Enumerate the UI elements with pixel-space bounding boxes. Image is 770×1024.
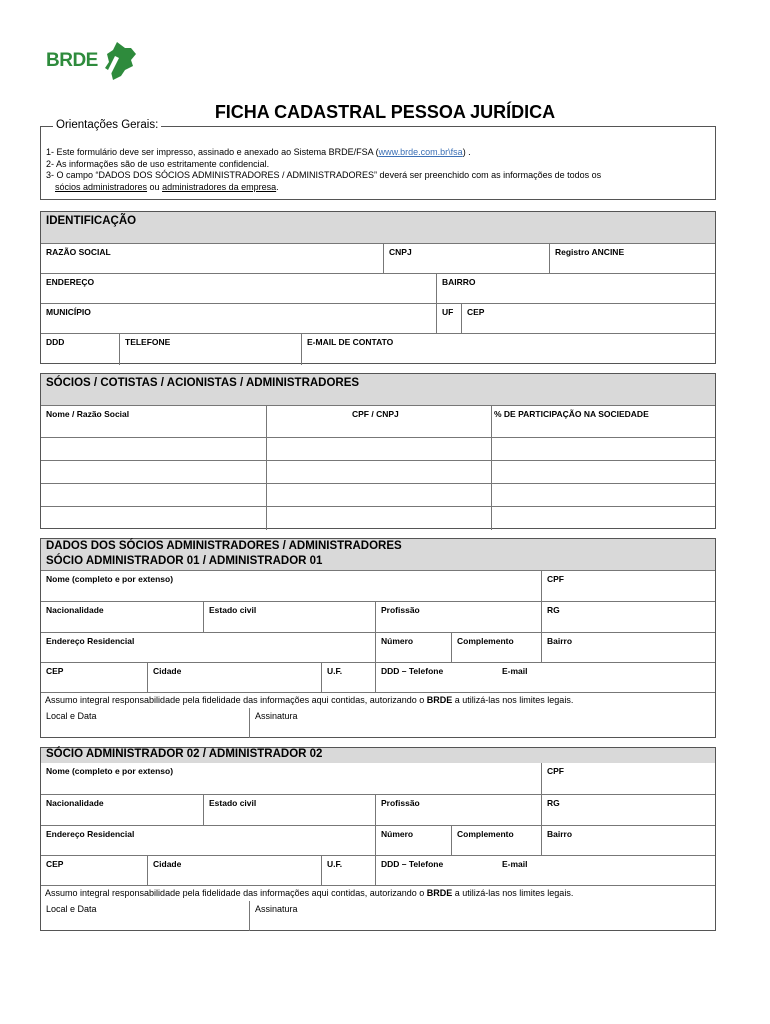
col-nome bbox=[41, 406, 266, 437]
orient-line-3: 3- O campo “DADOS DOS SÓCIOS ADMINISTRADORES / ADMINISTRADORES” deverá ser preenchido com as informações de todos os bbox=[46, 170, 602, 180]
municipio-label: MUNICÍPIO bbox=[46, 307, 91, 317]
endereco-label: ENDEREÇO bbox=[46, 277, 95, 287]
orient-line-4 bbox=[46, 182, 707, 194]
registro-ancine-field[interactable] bbox=[549, 244, 715, 273]
s1-local-data-label: Local e Data bbox=[46, 711, 97, 721]
telefone-field[interactable] bbox=[119, 334, 301, 365]
bairro-label: BAIRRO bbox=[442, 277, 476, 287]
fsa-link[interactable]: www.brde.com.br\fsa bbox=[378, 147, 463, 157]
s1-nome-field[interactable] bbox=[41, 571, 541, 602]
socio-participacao-cell[interactable] bbox=[491, 438, 715, 461]
col-cpf-label: CPF / CNPJ bbox=[352, 409, 399, 419]
s1-bairro-label: Bairro bbox=[547, 636, 573, 646]
s2-cpf-field[interactable] bbox=[541, 763, 715, 794]
socios-row[interactable] bbox=[41, 437, 715, 461]
s2-nome-field[interactable] bbox=[41, 763, 541, 794]
s2-endereco-label: Endereço Residencial bbox=[46, 829, 135, 839]
orient-adm-empresa: administradores da empresa bbox=[162, 181, 277, 192]
orient-ou: ou bbox=[147, 181, 163, 192]
s2-decl-text-c: a utilizá-las nos limites legais. bbox=[452, 888, 574, 898]
registro-ancine-label: Registro ANCINE bbox=[555, 247, 625, 257]
s2-estado-civil-label: Estado civil bbox=[209, 798, 257, 808]
municipio-field[interactable] bbox=[41, 304, 436, 334]
s2-email-field[interactable] bbox=[497, 856, 715, 886]
s2-decl-brde: BRDE bbox=[426, 888, 453, 898]
uf-field[interactable] bbox=[436, 304, 461, 334]
col-cpf bbox=[266, 406, 491, 437]
email-contato-field[interactable] bbox=[301, 334, 715, 365]
s1-bairro-field[interactable] bbox=[541, 633, 715, 663]
s1-decl-text-c: a utilizá-las nos limites legais. bbox=[452, 695, 574, 705]
dados-socios-header: DADOS DOS SÓCIOS ADMINISTRADORES / ADMINISTRADORES bbox=[41, 539, 715, 555]
id-row-3 bbox=[41, 303, 715, 334]
s2-profissao-field[interactable] bbox=[375, 795, 541, 826]
s2-cep-label: CEP bbox=[46, 859, 64, 869]
brde-logo-mark-icon bbox=[103, 42, 137, 80]
bairro-field[interactable] bbox=[436, 274, 715, 304]
s2-assinatura-label: Assinatura bbox=[255, 904, 298, 914]
s1-declaracao-row bbox=[41, 692, 715, 709]
s1-row-assinatura bbox=[41, 708, 715, 738]
s2-profissao-label: Profissão bbox=[381, 798, 420, 808]
s1-assinatura-label: Assinatura bbox=[255, 711, 298, 721]
s2-cep-field[interactable] bbox=[41, 856, 147, 886]
s2-cidade-field[interactable] bbox=[147, 856, 321, 886]
socio-participacao-cell[interactable] bbox=[491, 507, 715, 530]
identificacao-section bbox=[40, 211, 716, 364]
s1-rg-field[interactable] bbox=[541, 602, 715, 633]
s1-complemento-field[interactable] bbox=[451, 633, 541, 663]
s1-cep-field[interactable] bbox=[41, 663, 147, 693]
identificacao-header: IDENTIFICAÇÃO bbox=[41, 212, 715, 244]
s2-cidade-label: Cidade bbox=[153, 859, 182, 869]
socios-header-row bbox=[41, 406, 715, 437]
socio-adm-02-section bbox=[40, 747, 716, 931]
s1-ddd-tel-label: DDD – Telefone bbox=[381, 666, 444, 676]
s1-assinatura-field[interactable] bbox=[249, 708, 715, 738]
s1-endereco-label: Endereço Residencial bbox=[46, 636, 135, 646]
brde-logo bbox=[46, 42, 146, 80]
socio-participacao-cell[interactable] bbox=[491, 484, 715, 507]
id-row-2 bbox=[41, 273, 715, 304]
s2-nacionalidade-label: Nacionalidade bbox=[46, 798, 104, 808]
orient-dot: . bbox=[276, 181, 279, 192]
s1-numero-label: Número bbox=[381, 636, 414, 646]
orient-line-1-end: ) . bbox=[462, 147, 471, 157]
socio-nome-cell[interactable] bbox=[41, 461, 266, 484]
socios-header: SÓCIOS / COTISTAS / ACIONISTAS / ADMINISTRADORES bbox=[41, 374, 715, 406]
s1-endereco-field[interactable] bbox=[41, 633, 375, 663]
socio-cpf-cell[interactable] bbox=[266, 507, 491, 530]
id-row-1 bbox=[41, 244, 715, 273]
cnpj-field[interactable] bbox=[383, 244, 549, 273]
s2-row-4 bbox=[41, 855, 715, 886]
s1-row-4 bbox=[41, 662, 715, 693]
s1-uf-label: U.F. bbox=[327, 666, 343, 676]
s1-cpf-field[interactable] bbox=[541, 571, 715, 602]
s1-numero-field[interactable] bbox=[375, 633, 451, 663]
s1-cpf-label: CPF bbox=[547, 574, 564, 584]
socios-row[interactable] bbox=[41, 483, 715, 507]
s2-decl-text-a: Assumo integral responsabilidade pela fidelidade das informações aqui contidas, autorizando o bbox=[45, 888, 427, 898]
s2-local-data-label: Local e Data bbox=[46, 904, 97, 914]
socio-nome-cell[interactable] bbox=[41, 484, 266, 507]
s1-cep-label: CEP bbox=[46, 666, 64, 676]
s1-row-3 bbox=[41, 632, 715, 663]
orient-line-2: 2- As informações são de uso estritamente confidencial. bbox=[46, 158, 270, 169]
s2-email-label: E-mail bbox=[502, 859, 528, 869]
orientacoes-box bbox=[40, 119, 716, 200]
socio-01-header: SÓCIO ADMINISTRADOR 01 / ADMINISTRADOR 01 bbox=[41, 555, 715, 570]
telefone-label: TELEFONE bbox=[125, 337, 171, 347]
s1-nacionalidade-label: Nacionalidade bbox=[46, 605, 104, 615]
uf-label: UF bbox=[442, 307, 454, 317]
s1-nome-label: Nome (completo e por extenso) bbox=[46, 574, 174, 584]
s1-row-2 bbox=[41, 601, 715, 633]
logo-text: BRDE bbox=[46, 50, 98, 71]
col-participacao bbox=[491, 406, 715, 437]
s2-row-assinatura bbox=[41, 901, 715, 931]
s2-ddd-tel-label: DDD – Telefone bbox=[381, 859, 444, 869]
cnpj-label: CNPJ bbox=[389, 247, 412, 257]
s2-rg-field[interactable] bbox=[541, 795, 715, 826]
s2-declaracao-row bbox=[41, 885, 715, 902]
s2-estado-civil-field[interactable] bbox=[203, 795, 375, 826]
s1-ddd-tel-field[interactable] bbox=[375, 663, 497, 693]
cep-field[interactable] bbox=[461, 304, 715, 334]
socio-adm-01-section bbox=[40, 538, 716, 738]
s2-nome-label: Nome (completo e por extenso) bbox=[46, 766, 174, 776]
ddd-label: DDD bbox=[46, 337, 65, 347]
s2-rg-label: RG bbox=[547, 798, 560, 808]
s2-row-1 bbox=[41, 763, 715, 794]
s2-endereco-field[interactable] bbox=[41, 826, 375, 856]
s1-cidade-field[interactable] bbox=[147, 663, 321, 693]
orient-socios-adm: sócios administradores bbox=[55, 181, 148, 192]
socio-nome-cell[interactable] bbox=[41, 507, 266, 530]
s2-nacionalidade-field[interactable] bbox=[41, 795, 203, 826]
socio-02-header: SÓCIO ADMINISTRADOR 02 / ADMINISTRADOR 02 bbox=[41, 748, 715, 763]
s1-uf-field[interactable] bbox=[321, 663, 375, 693]
id-row-4 bbox=[41, 333, 715, 365]
s1-estado-civil-field[interactable] bbox=[203, 602, 375, 633]
email-contato-label: E-MAIL DE CONTATO bbox=[307, 337, 394, 347]
socios-row[interactable] bbox=[41, 460, 715, 484]
orientacoes-legend: Orientações Gerais: bbox=[53, 119, 161, 131]
s1-decl-text-a: Assumo integral responsabilidade pela fidelidade das informações aqui contidas, autorizando o bbox=[45, 695, 427, 705]
cep-label: CEP bbox=[467, 307, 485, 317]
s1-decl-brde: BRDE bbox=[426, 695, 453, 705]
s1-row-1 bbox=[41, 570, 715, 602]
socio-participacao-cell[interactable] bbox=[491, 461, 715, 484]
s1-declaracao bbox=[45, 695, 573, 705]
socios-section bbox=[40, 373, 716, 529]
s1-rg-label: RG bbox=[547, 605, 560, 615]
page-title: FICHA CADASTRAL PESSOA JURÍDICA bbox=[214, 102, 556, 122]
s2-complemento-label: Complemento bbox=[457, 829, 514, 839]
razao-social-field[interactable] bbox=[41, 244, 383, 273]
s2-uf-label: U.F. bbox=[327, 859, 343, 869]
s1-local-data-field[interactable] bbox=[41, 708, 249, 738]
s1-complemento-label: Complemento bbox=[457, 636, 514, 646]
s2-cpf-label: CPF bbox=[547, 766, 564, 776]
s1-profissao-field[interactable] bbox=[375, 602, 541, 633]
s2-row-2 bbox=[41, 794, 715, 826]
socio-nome-cell[interactable] bbox=[41, 438, 266, 461]
socio-cpf-cell[interactable] bbox=[266, 461, 491, 484]
s2-complemento-field[interactable] bbox=[451, 826, 541, 856]
s2-uf-field[interactable] bbox=[321, 856, 375, 886]
s2-numero-label: Número bbox=[381, 829, 414, 839]
orientacoes-text bbox=[46, 147, 707, 193]
s2-row-3 bbox=[41, 825, 715, 856]
s1-estado-civil-label: Estado civil bbox=[209, 605, 257, 615]
orient-line-1-text: 1- Este formulário deve ser impresso, assinado e anexado ao Sistema BRDE/FSA ( bbox=[46, 147, 379, 157]
s1-profissao-label: Profissão bbox=[381, 605, 420, 615]
s1-email-label: E-mail bbox=[502, 666, 528, 676]
endereco-field[interactable] bbox=[41, 274, 436, 304]
s2-ddd-tel-field[interactable] bbox=[375, 856, 497, 886]
s2-bairro-label: Bairro bbox=[547, 829, 573, 839]
orient-line-1 bbox=[46, 147, 707, 159]
col-nome-label: Nome / Razão Social bbox=[46, 409, 130, 419]
col-participacao-label: % DE PARTICIPAÇÃO NA SOCIEDADE bbox=[494, 409, 649, 419]
s1-cidade-label: Cidade bbox=[153, 666, 182, 676]
razao-social-label: RAZÃO SOCIAL bbox=[46, 247, 111, 257]
s2-assinatura-field[interactable] bbox=[249, 901, 715, 931]
socio-cpf-cell[interactable] bbox=[266, 438, 491, 461]
socio-cpf-cell[interactable] bbox=[266, 484, 491, 507]
ddd-field[interactable] bbox=[41, 334, 119, 365]
s2-numero-field[interactable] bbox=[375, 826, 451, 856]
socios-row[interactable] bbox=[41, 506, 715, 530]
s1-nacionalidade-field[interactable] bbox=[41, 602, 203, 633]
s2-bairro-field[interactable] bbox=[541, 826, 715, 856]
s2-declaracao bbox=[45, 888, 573, 898]
s2-local-data-field[interactable] bbox=[41, 901, 249, 931]
s1-email-field[interactable] bbox=[497, 663, 715, 693]
